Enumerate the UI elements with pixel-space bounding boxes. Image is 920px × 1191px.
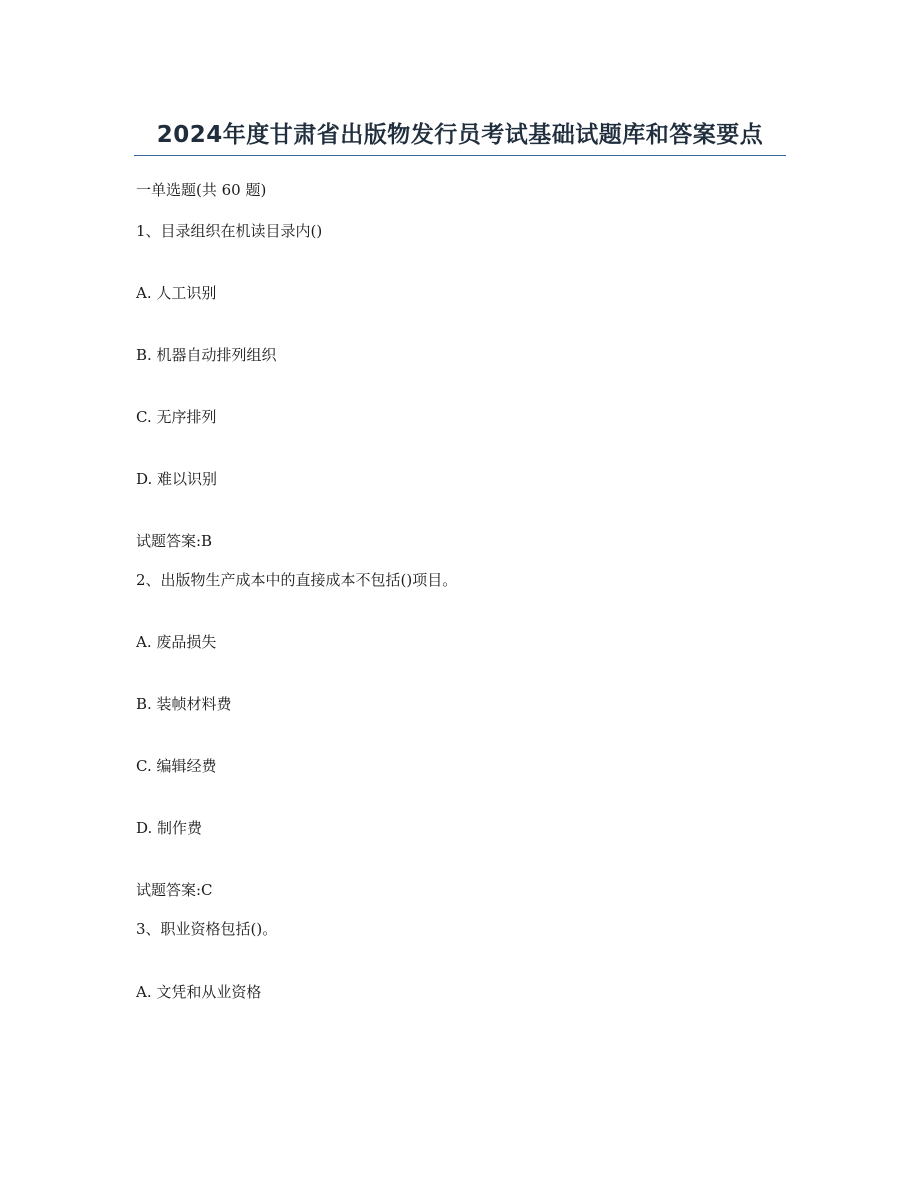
document-title: 2024年度甘肃省出版物发行员考试基础试题库和答案要点 [156,122,764,148]
question-1-answer: 试题答案:B [136,532,213,550]
title-underline [134,155,786,156]
question-3-text: 3、职业资格包括()。 [136,920,278,938]
question-1-option-a: A. 人工识别 [136,284,217,302]
section-heading: 一单选题(共 60 题) [136,181,267,199]
question-2-answer: 试题答案:C [136,881,213,899]
question-2-text: 2、出版物生产成本中的直接成本不包括()项目。 [136,571,458,589]
question-2-option-a: A. 废品损失 [136,633,217,651]
question-1-option-b: B. 机器自动排列组织 [136,346,277,364]
question-1-text: 1、目录组织在机读目录内() [136,222,323,240]
question-1-option-d: D. 难以识别 [136,470,218,488]
question-2-option-d: D. 制作费 [136,819,203,837]
question-3-option-a: A. 文凭和从业资格 [136,983,262,1001]
question-2-option-c: C. 编辑经费 [136,757,217,775]
question-2-option-b: B. 装帧材料费 [136,695,232,713]
question-1-option-c: C. 无序排列 [136,408,217,426]
